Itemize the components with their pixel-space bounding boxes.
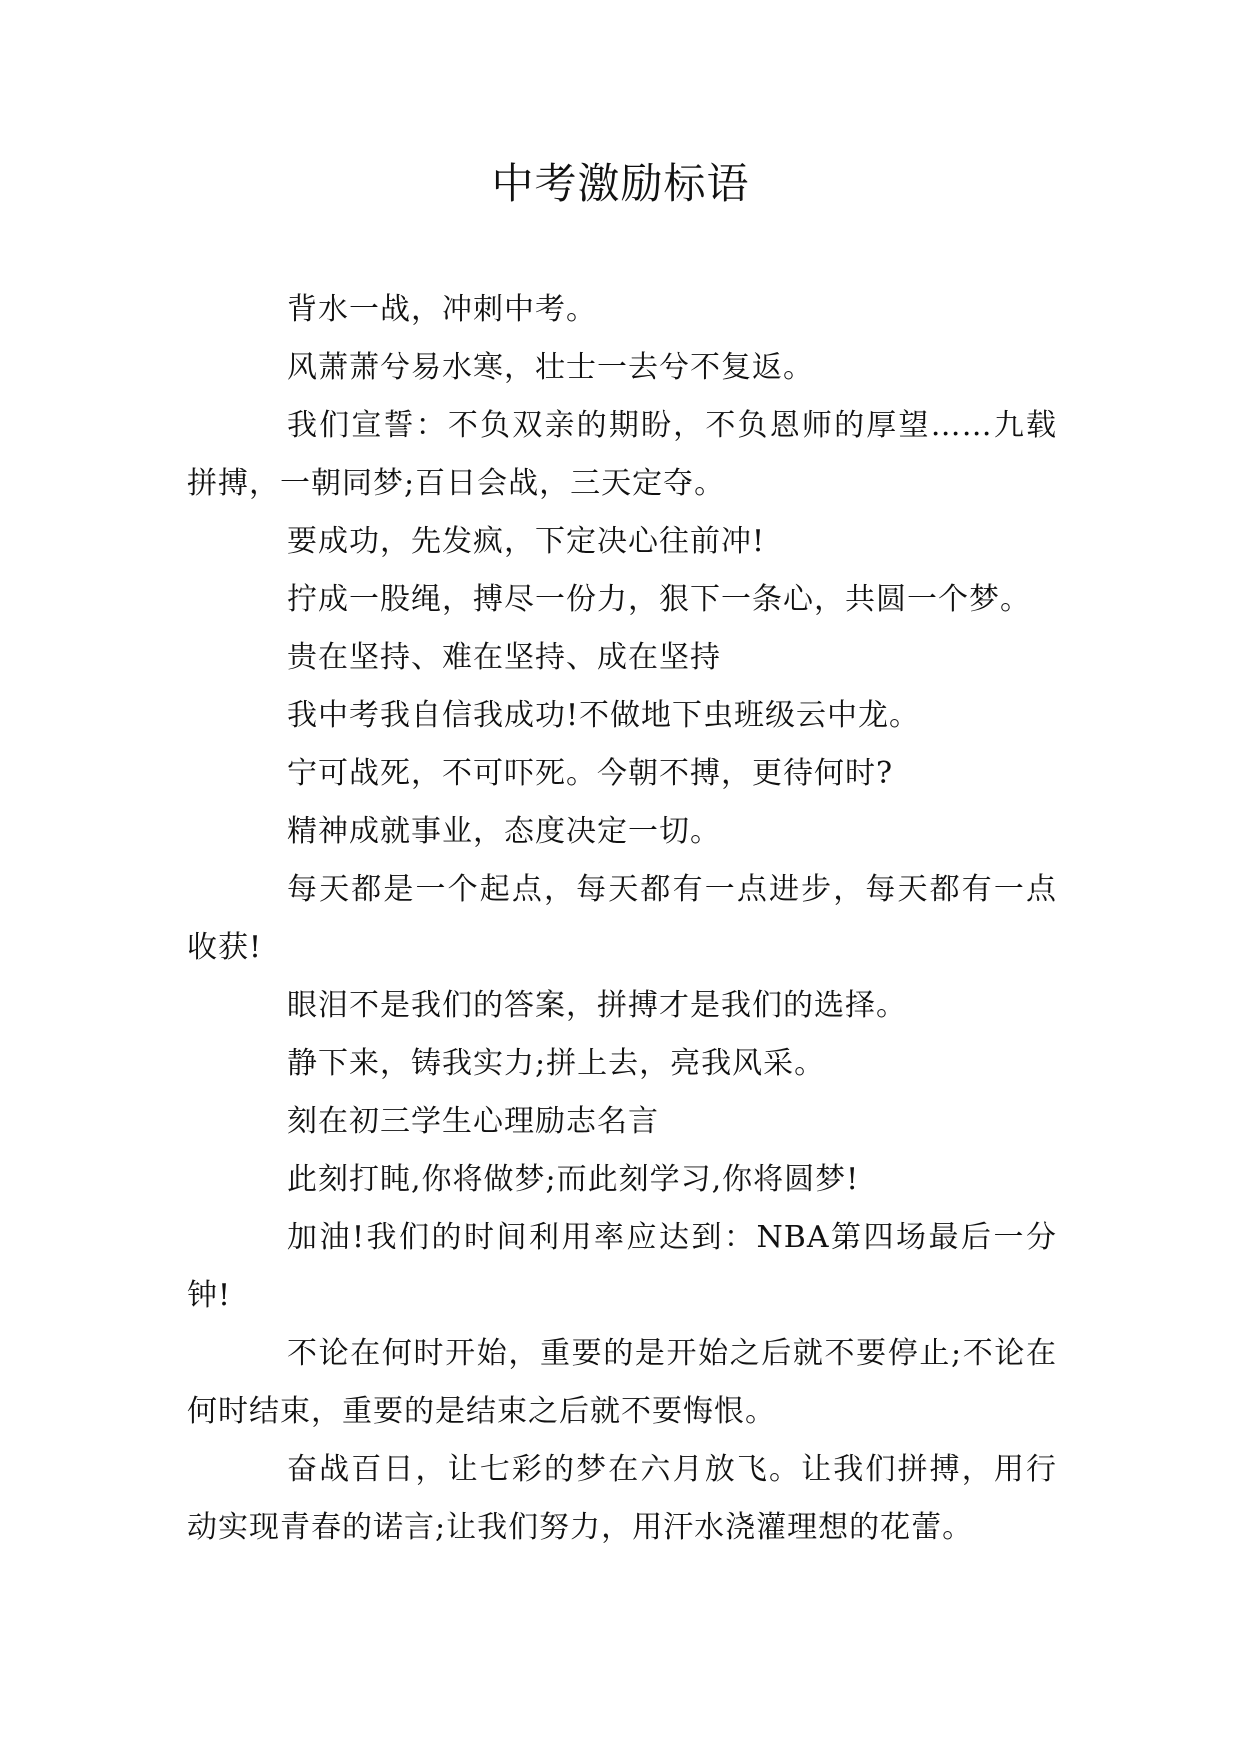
paragraph-4: 要成功，先发疯，下定决心往前冲! [287,524,766,559]
paragraph-9: 精神成就事业，态度决定一切。 [287,814,721,849]
paragraph-2: 风萧萧兮易水寒，壮士一去兮不复返。 [287,350,814,385]
paragraph-5: 拧成一股绳，搏尽一份力，狠下一条心，共圆一个梦。 [287,582,1031,617]
paragraph-11: 眼泪不是我们的答案，拼搏才是我们的选择。 [287,988,907,1023]
paragraph-7: 我中考我自信我成功!不做地下虫班级云中龙。 [287,698,921,733]
document-body [187,281,1057,1557]
paragraph-12: 静下来，铸我实力;拼上去，亮我风采。 [287,1046,826,1081]
paragraph-15: 加油!我们的时间利用率应达到：NBA第四场最后一分钟! [187,1220,1057,1313]
paragraph-6: 贵在坚持、难在坚持、成在坚持 [287,640,721,675]
paragraph-16: 不论在何时开始，重要的是开始之后就不要停止;不论在何时结束，重要的是结束之后就不要悔恨。 [187,1336,1057,1429]
paragraph-1: 背水一战，冲刺中考。 [287,292,597,327]
paragraph-8: 宁可战死，不可吓死。今朝不搏，更待何时? [287,756,894,791]
paragraph-3: 我们宣誓：不负双亲的期盼，不负恩师的厚望……九载拼搏，一朝同梦;百日会战，三天定夺。 [187,408,1057,501]
paragraph-10: 每天都是一个起点，每天都有一点进步，每天都有一点收获! [187,872,1057,965]
document-title: 中考激励标语 [491,159,750,208]
paragraph-13: 刻在初三学生心理励志名言 [287,1104,659,1139]
paragraph-14: 此刻打盹,你将做梦;而此刻学习,你将圆梦! [287,1162,860,1197]
paragraph-17: 奋战百日，让七彩的梦在六月放飞。让我们拼搏，用行动实现青春的诺言;让我们努力，用汗水浇灌理想的花蕾。 [187,1452,1057,1545]
